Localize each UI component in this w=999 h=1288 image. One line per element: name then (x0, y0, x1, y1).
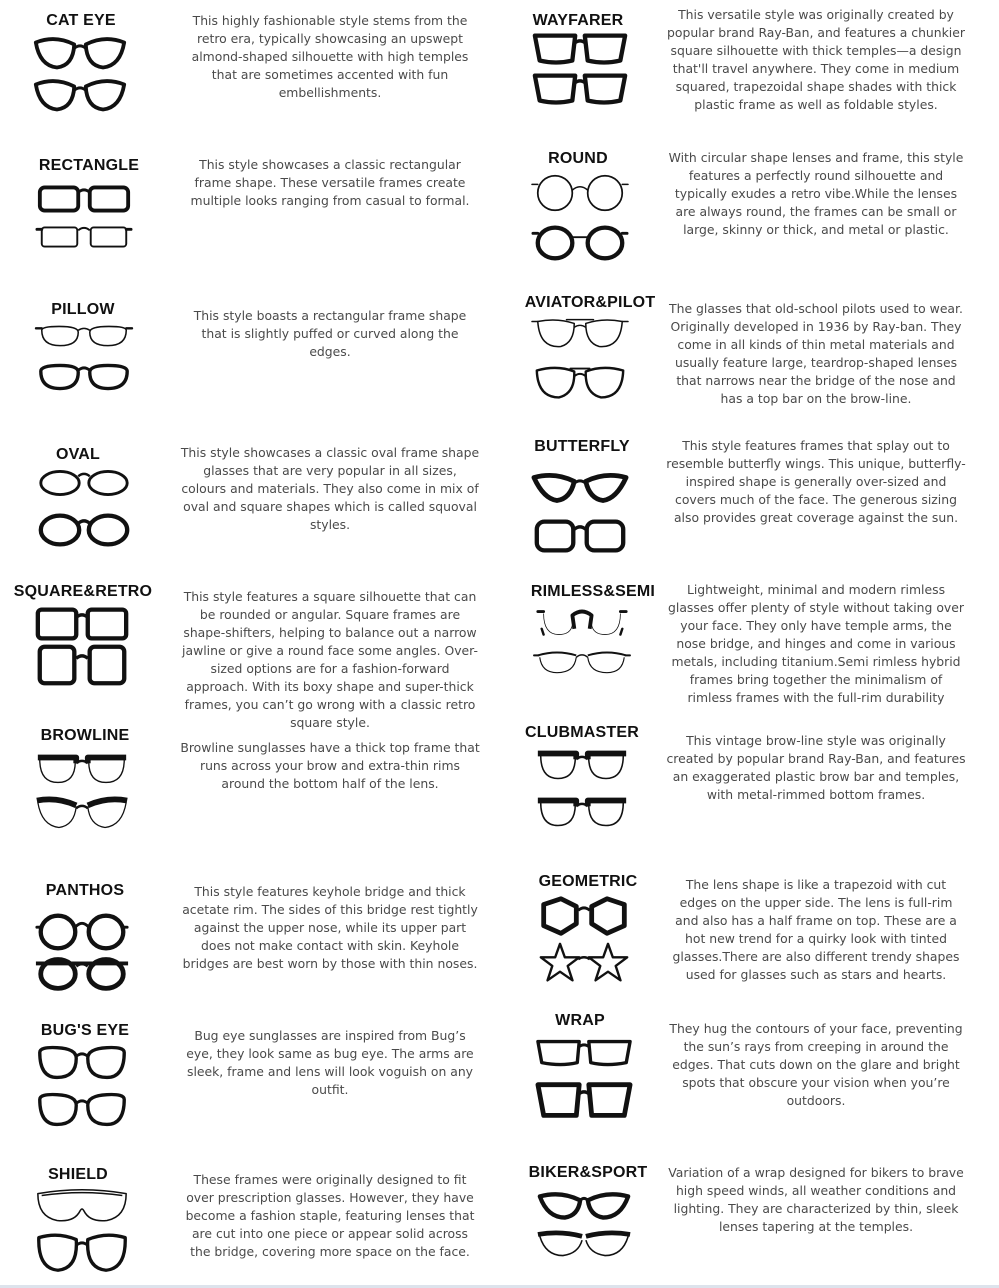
style-description: Bug eye sunglasses are inspired from Bug’s eye, they look same as bug eye. The arms are sleek, frame and lens will look voguish on any outfit. (186, 1028, 474, 1097)
hexagon-glasses-icon (536, 893, 632, 941)
butterfly-square-glasses-icon (532, 512, 628, 560)
bug-eye-glasses-icon (34, 1039, 130, 1087)
style-name: GEOMETRIC (538, 873, 638, 890)
panthos-thick-glasses-icon (34, 949, 130, 997)
style-name: BROWLINE (40, 727, 130, 744)
style-description: The glasses that old-school pilots used to wear. Originally developed in 1936 by Ray-ban. They come in all kinds of thin metal materials and usually feature large, teardrop-shaped lenses that narrows near the bridge of the nose and has a top bar on the brow-line. (669, 301, 963, 406)
style-description: This versatile style was originally created by popular brand Ray-Ban, and features a chunkier square silhouette with thick temples—a design that'll travel anywhere. They come in medium squared, trapezoidal shape shades with thick plastic frame as well as foldable styles. (667, 7, 965, 112)
style-description: These frames were originally designed to fit over prescription glasses. However, they have become a fashion staple, featuring lenses that are cut into one piece or appear solid across the bridge, covering more space on the face. (185, 1172, 475, 1259)
style-description: This style boasts a rectangular frame shape that is slightly puffed or curved along the edges. (193, 308, 467, 359)
style-name: CAT EYE (46, 12, 116, 29)
shield-oversized-glasses-icon (34, 1228, 130, 1276)
style-name: OVAL (55, 446, 101, 463)
style-name: BUTTERFLY (534, 438, 630, 455)
sport-glasses-icon (536, 1221, 632, 1269)
style-description: This vintage brow-line style was originally created by popular brand Ray-Ban, and features an exaggerated plastic brow bar and temples, with metal-rimmed bottom frames. (666, 733, 966, 802)
oval-glasses-icon (36, 459, 132, 507)
style-description: This style showcases a classic oval frame shape glasses that are very popular in all sizes, colours and materials. They also come in mix of oval and square shapes which is called squoval styles. (180, 445, 480, 532)
round-thick-glasses-icon (532, 218, 628, 266)
style-description: The lens shape is like a trapezoid with cut edges on the upper side. The lens is full-rim and also has a half frame on top. These are a hot new trend for a quirky look with tinted glasses.There are also different trendy shapes used for glasses such as stars and hearts. (672, 877, 960, 982)
wayfarer-glasses-icon (532, 66, 628, 114)
oval-thick-glasses-icon (36, 506, 132, 554)
style-description: Lightweight, minimal and modern rimless glasses offer plenty of style without taking over your face. They only have temple arms, the nose bridge, and hinges and come in various metals, including titanium.Semi rimless hybrid frames bring together the minimalism of rimless frames with the full-rim durability (668, 582, 964, 705)
style-name: PANTHOS (45, 882, 125, 899)
style-description: This style features keyhole bridge and thick acetate rim. The sides of this bridge rest tightly against the upper nose, while its upper part does not make contact with skin. Keyhole bridges are best worn by those with thin noses. (182, 884, 478, 971)
clubmaster-glasses-icon (534, 789, 630, 837)
style-description: This style showcases a classic rectangular frame shape. These versatile frames create multiple looks ranging from casual to formal. (190, 157, 470, 208)
pilot-glasses-icon (532, 359, 628, 407)
style-description: With circular shape lenses and frame, this style features a perfectly round silhouette and typically exudes a retro vibe.While the lenses are always round, the frames can be small or large, skinny or thick, and metal or plastic. (668, 150, 964, 237)
style-description: This style features a square silhouette that can be rounded or angular. Square frames are shape-shifters, helping to balance out a narrow jawline or give a round face some angles. Over-sized options are for a fashion-forward approach. With its boxy shape and super-thick frames, you can’t go wrong with a classic retro square style. (182, 589, 478, 730)
style-name: BIKER&SPORT (528, 1164, 648, 1181)
style-name: PILLOW (51, 301, 115, 318)
style-name: SQUARE&RETRO (13, 583, 153, 600)
style-name: BUG'S EYE (40, 1022, 130, 1039)
style-description: They hug the contours of your face, preventing the sun’s rays from creeping in around the edges. That cuts down on the glare and bright spots that obscure your vision when you’re outdoors. (669, 1021, 963, 1108)
style-description: Browline sunglasses have a thick top frame that runs across your brow and extra-thin rims around the bottom half of the lens. (180, 740, 480, 791)
browline-glasses-icon (34, 746, 130, 794)
retro-square-glasses-icon (34, 641, 130, 689)
style-description: This highly fashionable style stems from the retro era, typically showcasing an upswept almond-shaped silhouette with high temples that are sometimes accented with fun embellishments. (191, 13, 469, 100)
bug-eye-glasses-icon (34, 1086, 130, 1134)
aviator-glasses-icon (532, 310, 628, 358)
rectangle-thin-glasses-icon (36, 213, 132, 261)
cat-eye-glasses-icon (32, 73, 128, 121)
semi-rimless-glasses-icon (534, 640, 630, 688)
style-name: WAYFARER (532, 12, 624, 29)
style-name: ROUND (548, 150, 608, 167)
round-wire-glasses-icon (532, 169, 628, 217)
style-name: RIMLESS&SEMI (530, 583, 656, 600)
style-name: AVIATOR&PILOT (524, 294, 656, 311)
wrap-glasses-icon (536, 1030, 632, 1078)
butterfly-glasses-icon (532, 466, 628, 514)
style-name: SHIELD (48, 1166, 108, 1183)
shield-glasses-icon (34, 1184, 130, 1232)
style-name: RECTANGLE (38, 157, 140, 174)
cat-eye-glasses-icon (32, 31, 128, 79)
clubmaster-glasses-icon (534, 742, 630, 790)
pillow-glasses-icon (36, 353, 132, 401)
browline-cat-glasses-icon (34, 791, 130, 839)
style-description: This style features frames that splay out to resemble butterfly wings. This unique, butterfly-inspired shape is generally over-sized and covers much of the face. The generous sizing also provides great coverage against the sun. (666, 438, 966, 525)
style-name: CLUBMASTER (525, 724, 639, 741)
star-glasses-icon (536, 940, 632, 988)
style-description: Variation of a wrap designed for bikers to brave high speed winds, all weather conditions and lighting. They are characterized by thin, sleek lenses tapering at the temples. (668, 1165, 964, 1234)
style-name: WRAP (555, 1012, 605, 1029)
wrap-thick-glasses-icon (536, 1077, 632, 1125)
